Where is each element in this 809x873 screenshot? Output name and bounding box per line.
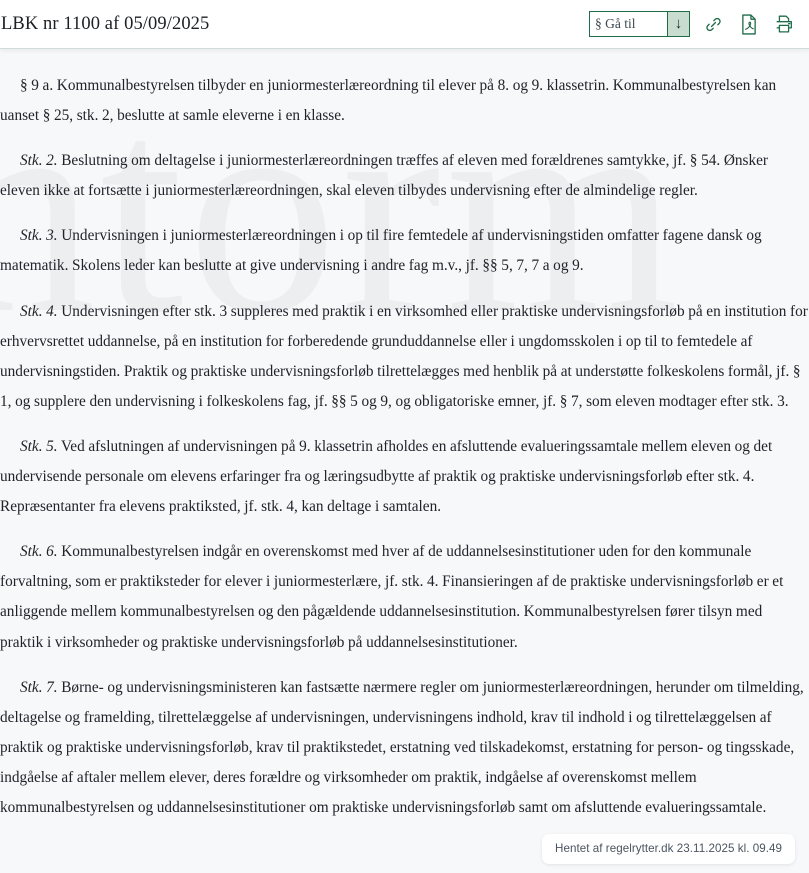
paragraph-marker: Stk. 5. [20,437,58,455]
fetch-notice-badge: Hentet af regelrytter.dk 23.11.2025 kl. 09.49 [542,834,795,864]
paragraph-text: Ved afslutningen af undervisningen på 9. klassetrin afholdes en afsluttende evalueringssamtale mellem eleven og det undervisende personale om elevens erfaringer fra og læringsudbytte af praktik og praktiske undervisningsforløb efter stk. 4. Repræsentanter fra elevens praktiksted, jf. stk. 4, kan deltage i samtalen. [0,437,773,516]
document-page [0,49,809,873]
paragraph-marker: Stk. 7. [20,678,58,696]
paragraph-stk-5 [0,432,809,522]
paragraph-text: Undervisningen efter stk. 3 suppleres med praktik i en virksomhed eller praktiske undervisningsforløb på en institution for erhvervsrettet uddannelse, på en institution for forberedende grunduddannelse eller i ungdomsskolen i op til to femtedele af undervisningstiden. Praktik og praktiske undervisningsforløb tilrettelægges med henblik på at understøtte folkeskolens formål, jf. § 1, og supplere den undervisning i folkeskolens fag, jf. §§ 5 og 9, og obligatoriske emner, jf. § 7, som eleven modtager efter stk. 3. [0,302,808,410]
link-icon[interactable] [702,12,725,37]
paragraph-text: Beslutning om deltagelse i juniormesterlæreordningen træffes af eleven med forældrenes samtykke, jf. § 54. Ønsker eleven ikke at fortsætte i juniormesterlæreordningen, skal eleven tilbydes undervisning efter de almindelige regler. [0,152,769,200]
toolbar-actions [589,11,795,37]
paragraph-stk-7 [0,673,809,823]
document-body [0,49,809,823]
paragraph-9a [0,71,809,131]
paragraph-text: Børne- og undervisningsministeren kan fastsætte nærmere regler om juniormesterlæreordningen, herunder om tilmelding, deltagelse og framelding, tilrettelæggelse af undervisningen, undervisningens indhold, krav til indhold i og tilrettelæggelsen af praktik og praktiske undervisningsforløb, krav til praktikstedet, erstatning ved tilskadekomst, erstatning for person- og tingsskade, indgåelse af aftaler mellem elever, deres forældre og virksomheder om praktik, indgåelse af overenskomst mellem kommunalbestyrelsen og uddannelsesinstitutioner om praktiske undervisningsforløb samt om afsluttende evalueringssamtale. [0,678,804,816]
paragraph-text: Kommunalbestyrelsen indgår en overenskomst med hver af de uddannelsesinstitutioner uden for den kommunale forvaltning, som er praktiksteder for elever i juniormesterlære, jf. stk. 4. Finansieringen af de praktiske undervisningsforløb er et anliggende mellem kommunalbestyrelsen og den pågældende uddannelsesinstitution. Kommunalbestyrelsen fører tilsyn med praktik i virksomheder og praktiske undervisningsforløb på uddannelsesinstitutioner. [0,543,784,651]
goto-submit-button[interactable]: ↓ [667,12,689,36]
paragraph-marker: Stk. 2. [20,152,58,170]
paragraph-stk-6 [0,537,809,657]
print-icon[interactable] [772,12,795,37]
paragraph-marker: Stk. 4. [20,302,58,320]
paragraph-stk-2 [0,146,809,206]
document-toolbar [0,0,809,49]
pdf-icon[interactable] [737,12,760,37]
goto-input[interactable] [590,12,667,36]
paragraph-stk-4 [0,297,809,417]
goto-field-group [589,11,690,37]
paragraph-text: § 9 a. Kommunalbestyrelsen tilbyder en juniormesterlæreordning til elever på 8. og 9. klassetrin. Kommunalbestyrelsen kan uanset § 25, stk. 2, beslutte at samle eleverne i en klasse. [0,77,777,125]
paragraph-marker: Stk. 3. [20,227,58,245]
paragraph-stk-3 [0,221,809,281]
paragraph-text: Undervisningen i juniormesterlæreordningen i op til fire femtedele af undervisningstiden omfatter fagene dansk og matematik. Skolens leder kan beslutte at give undervisning i andre fag m.v., jf. §§ 5, 7, 7 a og 9. [0,227,762,275]
paragraph-marker: Stk. 6. [20,543,58,561]
page-title: LBK nr 1100 af 05/09/2025 [1,13,210,34]
